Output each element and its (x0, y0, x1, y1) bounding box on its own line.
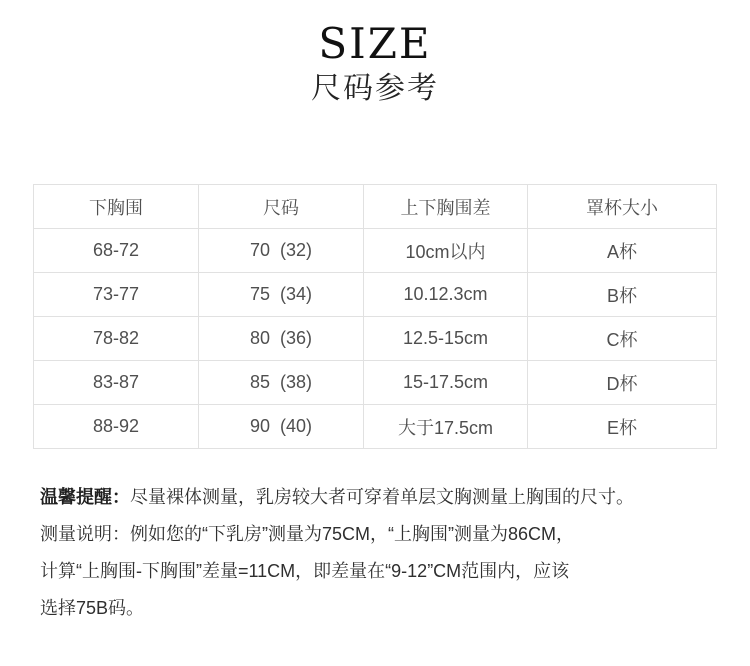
warm-reminder-text: 尽量裸体测量，乳房较大者可穿着单层文胸测量上胸围的尺寸。 (130, 487, 634, 507)
cell-cup-size: B杯 (528, 273, 717, 317)
table-header-row (34, 185, 717, 229)
table-row (34, 361, 717, 405)
cell-bust-difference: 10cm以内 (364, 229, 528, 273)
note-line-measurement-instructions: 测量说明：例如您的“下乳房”测量为75CM，“上胸围”测量为86CM， (40, 524, 575, 544)
table-row (34, 273, 717, 317)
page-subtitle: 尺码参考 (311, 72, 439, 105)
cell-size: 70 (32) (199, 229, 364, 273)
cell-size: 80 (36) (199, 317, 364, 361)
cell-cup-size: C杯 (528, 317, 717, 361)
cell-underbust: 88-92 (34, 405, 199, 449)
table-row (34, 405, 717, 449)
column-header-underbust: 下胸围 (34, 185, 199, 229)
size-chart-table (33, 184, 717, 449)
cell-bust-difference: 15-17.5cm (364, 361, 528, 405)
cell-size: 90 (40) (199, 405, 364, 449)
note-line-recommended-size: 选择75B码。 (40, 598, 145, 618)
cell-bust-difference: 12.5-15cm (364, 317, 528, 361)
cell-underbust: 68-72 (34, 229, 199, 273)
cell-bust-difference: 大于17.5cm (364, 405, 528, 449)
cell-underbust: 78-82 (34, 317, 199, 361)
note-line-calculation-example: 计算“上胸围-下胸围”差量=11CM，即差量在“9-12”CM范围内，应该 (40, 561, 570, 581)
cell-underbust: 73-77 (34, 273, 199, 317)
table-row (34, 317, 717, 361)
cell-cup-size: E杯 (528, 405, 717, 449)
column-header-size: 尺码 (199, 185, 364, 229)
page-title: SIZE (318, 19, 432, 68)
cell-underbust: 83-87 (34, 361, 199, 405)
cell-size: 75 (34) (199, 273, 364, 317)
cell-bust-difference: 10.12.3cm (364, 273, 528, 317)
cell-cup-size: A杯 (528, 229, 717, 273)
measurement-note (40, 479, 710, 627)
column-header-cup-size: 罩杯大小 (528, 185, 717, 229)
cell-size: 85 (38) (199, 361, 364, 405)
warm-reminder-label: 温馨提醒： (40, 487, 130, 507)
note-line-warm-reminder (40, 479, 710, 516)
column-header-bust-difference: 上下胸围差 (364, 185, 528, 229)
table-row (34, 229, 717, 273)
cell-cup-size: D杯 (528, 361, 717, 405)
